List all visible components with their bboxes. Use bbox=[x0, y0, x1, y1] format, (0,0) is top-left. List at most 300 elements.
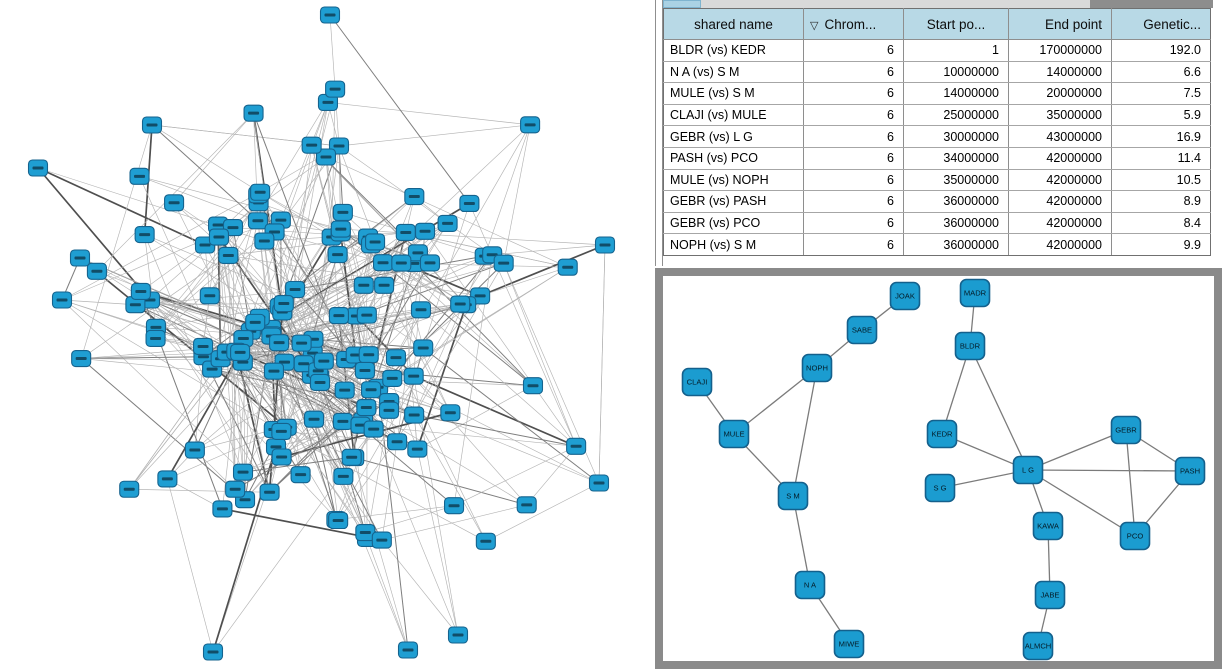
network-node[interactable] bbox=[244, 105, 263, 121]
network-edge[interactable] bbox=[1126, 430, 1135, 536]
table-cell: 30000000 bbox=[904, 126, 1009, 148]
network-node[interactable] bbox=[405, 189, 424, 205]
node-label bbox=[562, 266, 573, 269]
table-cell: 43000000 bbox=[1009, 126, 1112, 148]
network-node-sabe[interactable] bbox=[848, 317, 877, 344]
scrollbar-thumb[interactable] bbox=[1090, 0, 1213, 8]
node-label bbox=[403, 649, 414, 652]
network-node[interactable] bbox=[357, 307, 376, 323]
network-node[interactable] bbox=[329, 308, 348, 324]
network-node[interactable] bbox=[231, 344, 250, 360]
table-cell: 25000000 bbox=[904, 104, 1009, 126]
network-node[interactable] bbox=[272, 423, 291, 439]
table-cell: 6 bbox=[804, 104, 904, 126]
network-node[interactable] bbox=[449, 627, 468, 643]
table-cell: PASH (vs) PCO bbox=[664, 147, 804, 169]
node-label: KEDR bbox=[931, 429, 953, 439]
table-cell: 170000000 bbox=[1009, 40, 1112, 62]
network-edge bbox=[417, 449, 458, 635]
table-cell: 192.0 bbox=[1112, 40, 1211, 62]
edge-attribute-table bbox=[663, 8, 1211, 256]
table-cell: 6 bbox=[804, 61, 904, 83]
network-node[interactable] bbox=[219, 247, 238, 263]
network-node-l-g[interactable] bbox=[1014, 457, 1043, 484]
node-label bbox=[290, 288, 301, 291]
node-label bbox=[359, 369, 370, 372]
node-label bbox=[33, 167, 44, 170]
table-cell: 42000000 bbox=[1009, 191, 1112, 213]
network-node[interactable] bbox=[342, 449, 361, 465]
node-label bbox=[480, 540, 491, 543]
node-label bbox=[455, 303, 466, 306]
network-node-almch[interactable] bbox=[1024, 633, 1053, 660]
network-node[interactable] bbox=[517, 497, 536, 513]
table-cell: 16.9 bbox=[1112, 126, 1211, 148]
node-label bbox=[240, 498, 251, 501]
network-node[interactable] bbox=[251, 184, 270, 200]
network-node[interactable] bbox=[438, 215, 457, 231]
table-cell: 36000000 bbox=[904, 212, 1009, 234]
network-edge bbox=[527, 446, 576, 505]
subnetwork-canvas[interactable] bbox=[663, 276, 1214, 661]
network-node[interactable] bbox=[272, 449, 291, 465]
network-node[interactable] bbox=[388, 434, 407, 450]
node-label bbox=[325, 14, 336, 17]
network-edge bbox=[492, 245, 605, 255]
node-label bbox=[198, 355, 209, 358]
network-node[interactable] bbox=[204, 644, 223, 660]
node-label bbox=[189, 449, 200, 452]
node-label bbox=[315, 381, 326, 384]
scrollbar-left-fragment[interactable] bbox=[663, 0, 701, 8]
node-label bbox=[379, 284, 390, 287]
table-cell: 6 bbox=[804, 40, 904, 62]
node-label bbox=[363, 353, 374, 356]
network-node[interactable] bbox=[274, 296, 293, 312]
network-node-s-m[interactable] bbox=[779, 483, 808, 510]
network-node[interactable] bbox=[416, 223, 435, 239]
network-node-madr[interactable] bbox=[961, 280, 990, 307]
table-grid bbox=[663, 8, 1211, 256]
node-label bbox=[223, 254, 234, 257]
table-cell: 5.9 bbox=[1112, 104, 1211, 126]
network-node[interactable] bbox=[335, 382, 354, 398]
table-cell: 34000000 bbox=[904, 147, 1009, 169]
table-row[interactable] bbox=[664, 147, 1211, 169]
node-label bbox=[271, 445, 282, 448]
column-header-end-point[interactable] bbox=[1009, 9, 1112, 40]
node-label bbox=[275, 219, 286, 222]
network-node[interactable] bbox=[362, 382, 381, 398]
network-node[interactable] bbox=[194, 338, 213, 354]
network-node[interactable] bbox=[521, 117, 540, 133]
node-label bbox=[415, 308, 426, 311]
node-label bbox=[264, 491, 275, 494]
network-node[interactable] bbox=[146, 330, 165, 346]
network-node[interactable] bbox=[331, 221, 350, 237]
node-label bbox=[57, 299, 68, 302]
node-label: ALMCH bbox=[1024, 641, 1052, 651]
network-node[interactable] bbox=[333, 413, 352, 429]
node-label bbox=[396, 262, 407, 265]
network-node[interactable] bbox=[328, 247, 347, 263]
table-row[interactable] bbox=[664, 169, 1211, 191]
table-cell: GEBR (vs) L G bbox=[664, 126, 804, 148]
node-label bbox=[134, 175, 145, 178]
node-label bbox=[321, 156, 332, 159]
node-label: MIWE bbox=[838, 639, 860, 649]
network-node[interactable] bbox=[130, 168, 149, 184]
table-cell: 1 bbox=[904, 40, 1009, 62]
node-label bbox=[387, 377, 398, 380]
network-node-s-g[interactable] bbox=[926, 475, 955, 502]
node-label bbox=[313, 369, 324, 372]
node-label bbox=[390, 356, 401, 359]
table-cell: 6.6 bbox=[1112, 61, 1211, 83]
node-label bbox=[238, 337, 249, 340]
table-cell: 11.4 bbox=[1112, 147, 1211, 169]
table-cell: 35000000 bbox=[1009, 104, 1112, 126]
network-node-pash[interactable] bbox=[1176, 458, 1205, 485]
network-edge[interactable] bbox=[970, 346, 1028, 470]
network-node[interactable] bbox=[131, 283, 150, 299]
node-label bbox=[309, 418, 320, 421]
network-node[interactable] bbox=[408, 441, 427, 457]
node-label bbox=[238, 471, 249, 474]
node-label bbox=[445, 411, 456, 414]
network-node[interactable] bbox=[260, 484, 279, 500]
network-node-mule[interactable] bbox=[720, 421, 749, 448]
column-header-label: shared name bbox=[694, 16, 773, 32]
network-node[interactable] bbox=[314, 353, 333, 369]
network-node[interactable] bbox=[321, 7, 340, 23]
node-label bbox=[400, 231, 411, 234]
table-cell: BLDR (vs) KEDR bbox=[664, 40, 804, 62]
network-node-bldr[interactable] bbox=[956, 333, 985, 360]
node-label bbox=[130, 303, 141, 306]
table-row[interactable] bbox=[664, 40, 1211, 62]
node-label bbox=[252, 219, 263, 222]
network-node[interactable] bbox=[404, 368, 423, 384]
table-row[interactable] bbox=[664, 234, 1211, 256]
node-label bbox=[337, 211, 348, 214]
table-cell: 6 bbox=[804, 191, 904, 213]
node-label bbox=[213, 236, 224, 239]
table-cell: MULE (vs) S M bbox=[664, 83, 804, 105]
filter-icon[interactable]: ▽ bbox=[810, 19, 819, 32]
table-cell: 6 bbox=[804, 126, 904, 148]
node-label bbox=[358, 284, 369, 287]
network-node-n-a[interactable] bbox=[796, 572, 825, 599]
table-cell: 8.4 bbox=[1112, 212, 1211, 234]
network-node[interactable] bbox=[476, 533, 495, 549]
network-node[interactable] bbox=[386, 350, 405, 366]
table-cell: 9.9 bbox=[1112, 234, 1211, 256]
network-node[interactable] bbox=[246, 314, 265, 330]
node-label bbox=[366, 388, 377, 391]
node-label: L G bbox=[1022, 465, 1034, 475]
network-node[interactable] bbox=[185, 442, 204, 458]
network-node[interactable] bbox=[420, 255, 439, 271]
node-label bbox=[521, 503, 532, 506]
node-label bbox=[306, 144, 317, 147]
column-header-shared-name[interactable] bbox=[664, 9, 804, 40]
network-node[interactable] bbox=[226, 481, 245, 497]
node-label: BLDR bbox=[959, 341, 981, 351]
network-node[interactable] bbox=[399, 642, 418, 658]
node-label: MADR bbox=[963, 288, 987, 298]
network-node[interactable] bbox=[359, 347, 378, 363]
table-cell: 10000000 bbox=[904, 61, 1009, 83]
node-label bbox=[412, 448, 423, 451]
node-label bbox=[276, 430, 287, 433]
node-label bbox=[442, 222, 453, 225]
node-label bbox=[383, 409, 394, 412]
node-label bbox=[198, 345, 209, 348]
network-edge bbox=[454, 446, 576, 505]
network-node[interactable] bbox=[451, 296, 470, 312]
node-label bbox=[135, 290, 146, 293]
network-edge bbox=[396, 125, 530, 358]
node-label bbox=[150, 326, 161, 329]
network-node[interactable] bbox=[302, 137, 321, 153]
node-label bbox=[453, 634, 464, 637]
table-row[interactable] bbox=[664, 191, 1211, 213]
table-cell: MULE (vs) NOPH bbox=[664, 169, 804, 191]
network-node[interactable] bbox=[53, 292, 72, 308]
network-node[interactable] bbox=[270, 335, 289, 351]
node-label bbox=[259, 240, 270, 243]
node-label bbox=[230, 488, 241, 491]
node-label: NOPH bbox=[806, 363, 828, 373]
node-label: KAWA bbox=[1037, 521, 1059, 531]
network-node[interactable] bbox=[329, 513, 348, 529]
network-node[interactable] bbox=[523, 378, 542, 394]
node-label bbox=[235, 351, 246, 354]
node-label bbox=[424, 261, 435, 264]
network-edge[interactable] bbox=[1028, 470, 1190, 471]
network-node[interactable] bbox=[460, 195, 479, 211]
network-node-miwe[interactable] bbox=[835, 631, 864, 658]
network-node-kawa[interactable] bbox=[1034, 513, 1063, 540]
table-cell: 6 bbox=[804, 83, 904, 105]
node-label bbox=[295, 473, 306, 476]
network-node[interactable] bbox=[596, 237, 615, 253]
node-label: S G bbox=[933, 483, 947, 493]
network-node-claji[interactable] bbox=[683, 369, 712, 396]
network-node[interactable] bbox=[143, 117, 162, 133]
network-node[interactable] bbox=[135, 227, 154, 243]
network-node[interactable] bbox=[357, 400, 376, 416]
node-label bbox=[361, 406, 372, 409]
table-cell: 20000000 bbox=[1009, 83, 1112, 105]
network-edge bbox=[280, 89, 335, 306]
node-label: PASH bbox=[1179, 466, 1201, 476]
network-node[interactable] bbox=[374, 255, 393, 271]
node-label bbox=[571, 445, 582, 448]
node-label bbox=[418, 346, 429, 349]
table-row[interactable] bbox=[664, 212, 1211, 234]
network-node[interactable] bbox=[29, 160, 48, 176]
table-cell: N A (vs) S M bbox=[664, 61, 804, 83]
node-label bbox=[337, 420, 348, 423]
table-cell: GEBR (vs) PASH bbox=[664, 191, 804, 213]
table-cell: 6 bbox=[804, 234, 904, 256]
network-edge bbox=[365, 506, 454, 533]
panel-divider bbox=[655, 0, 663, 266]
node-label bbox=[162, 477, 173, 480]
network-edge bbox=[174, 113, 253, 203]
table-cell: 6 bbox=[804, 147, 904, 169]
table-cell: 36000000 bbox=[904, 234, 1009, 256]
network-node[interactable] bbox=[200, 288, 219, 304]
network-node[interactable] bbox=[494, 255, 513, 271]
network-node[interactable] bbox=[441, 405, 460, 421]
network-node[interactable] bbox=[292, 335, 311, 351]
network-node[interactable] bbox=[248, 213, 267, 229]
node-label bbox=[498, 262, 509, 265]
network-node-pco[interactable] bbox=[1121, 523, 1150, 550]
node-label bbox=[334, 145, 345, 148]
network-node[interactable] bbox=[87, 263, 106, 279]
node-label bbox=[296, 342, 307, 345]
column-header-genetic-[interactable] bbox=[1112, 9, 1211, 40]
table-row[interactable] bbox=[664, 83, 1211, 105]
column-header-chrom-[interactable] bbox=[804, 9, 904, 40]
node-label bbox=[333, 519, 344, 522]
network-node-kedr[interactable] bbox=[928, 421, 957, 448]
node-label bbox=[227, 226, 238, 229]
network-node[interactable] bbox=[213, 501, 232, 517]
network-node[interactable] bbox=[334, 468, 353, 484]
node-label bbox=[464, 202, 475, 205]
network-edge bbox=[599, 245, 605, 483]
node-label bbox=[412, 251, 423, 254]
network-node[interactable] bbox=[392, 255, 411, 271]
node-label bbox=[139, 233, 150, 236]
network-node[interactable] bbox=[234, 464, 253, 480]
network-node[interactable] bbox=[333, 204, 352, 220]
table-cell: CLAJI (vs) MULE bbox=[664, 104, 804, 126]
network-node[interactable] bbox=[72, 351, 91, 367]
table-cell: 14000000 bbox=[904, 83, 1009, 105]
network-node[interactable] bbox=[71, 250, 90, 266]
network-edge bbox=[328, 102, 530, 124]
network-node[interactable] bbox=[354, 277, 373, 293]
table-cell: GEBR (vs) PCO bbox=[664, 212, 804, 234]
table-cell: 42000000 bbox=[1009, 147, 1112, 169]
column-header-start-po-[interactable] bbox=[904, 9, 1009, 40]
network-node[interactable] bbox=[291, 467, 310, 483]
table-row[interactable] bbox=[664, 104, 1211, 126]
network-edge bbox=[421, 310, 576, 447]
network-node[interactable] bbox=[120, 481, 139, 497]
network-node[interactable] bbox=[355, 362, 374, 378]
node-label bbox=[298, 362, 309, 365]
node-label bbox=[409, 195, 420, 198]
node-label bbox=[278, 302, 289, 305]
edge-attribute-table-panel bbox=[655, 0, 1222, 268]
node-label bbox=[376, 539, 387, 542]
network-node[interactable] bbox=[445, 498, 464, 514]
network-node[interactable] bbox=[366, 234, 385, 250]
network-node[interactable] bbox=[405, 407, 424, 423]
subnetwork-panel bbox=[655, 268, 1222, 669]
network-edge bbox=[281, 431, 485, 541]
node-label bbox=[335, 228, 346, 231]
table-cell: 35000000 bbox=[904, 169, 1009, 191]
node-label bbox=[408, 375, 419, 378]
node-label bbox=[75, 257, 86, 260]
network-node[interactable] bbox=[590, 475, 609, 491]
node-label bbox=[449, 504, 460, 507]
network-node[interactable] bbox=[165, 195, 184, 211]
node-label bbox=[268, 370, 279, 373]
table-cell: 8.9 bbox=[1112, 191, 1211, 213]
horizontal-scrollbar[interactable] bbox=[663, 0, 1213, 8]
node-label bbox=[147, 124, 158, 127]
network-node-jabe[interactable] bbox=[1036, 582, 1065, 609]
node-label bbox=[409, 414, 420, 417]
network-node[interactable] bbox=[396, 224, 415, 240]
network-edge bbox=[330, 15, 469, 203]
node-label bbox=[318, 360, 329, 363]
network-node[interactable] bbox=[326, 81, 345, 97]
network-edge[interactable] bbox=[793, 368, 817, 496]
network-node[interactable] bbox=[264, 363, 283, 379]
node-label bbox=[237, 361, 248, 364]
node-label: CLAJI bbox=[686, 377, 708, 387]
node-label bbox=[333, 314, 344, 317]
node-label bbox=[368, 428, 379, 431]
node-label bbox=[346, 456, 357, 459]
table-cell: 42000000 bbox=[1009, 169, 1112, 191]
node-label: PCO bbox=[1126, 531, 1144, 541]
node-label bbox=[76, 357, 87, 360]
node-label bbox=[217, 507, 228, 510]
network-node[interactable] bbox=[305, 411, 324, 427]
network-node[interactable] bbox=[372, 532, 391, 548]
network-node[interactable] bbox=[379, 402, 398, 418]
network-node[interactable] bbox=[311, 374, 330, 390]
table-row[interactable] bbox=[664, 61, 1211, 83]
network-node[interactable] bbox=[411, 302, 430, 318]
network-node[interactable] bbox=[158, 471, 177, 487]
network-node[interactable] bbox=[209, 229, 228, 245]
node-label bbox=[169, 201, 180, 204]
node-label bbox=[276, 455, 287, 458]
network-node[interactable] bbox=[255, 233, 274, 249]
node-label bbox=[250, 321, 261, 324]
network-node-joak[interactable] bbox=[891, 283, 920, 310]
table-row[interactable] bbox=[664, 126, 1211, 148]
network-edge bbox=[354, 458, 526, 505]
network-node[interactable] bbox=[567, 438, 586, 454]
column-header-label: Chrom... bbox=[824, 16, 877, 32]
network-node[interactable] bbox=[383, 370, 402, 386]
network-node[interactable] bbox=[364, 421, 383, 437]
node-label bbox=[338, 475, 349, 478]
network-node[interactable] bbox=[558, 259, 577, 275]
node-label bbox=[330, 88, 341, 91]
node-label bbox=[600, 244, 611, 247]
network-node-gebr[interactable] bbox=[1112, 417, 1141, 444]
network-node[interactable] bbox=[375, 277, 394, 293]
network-node[interactable] bbox=[414, 340, 433, 356]
network-node-noph[interactable] bbox=[803, 355, 832, 382]
network-edge bbox=[339, 125, 530, 146]
node-label: S M bbox=[786, 491, 800, 501]
